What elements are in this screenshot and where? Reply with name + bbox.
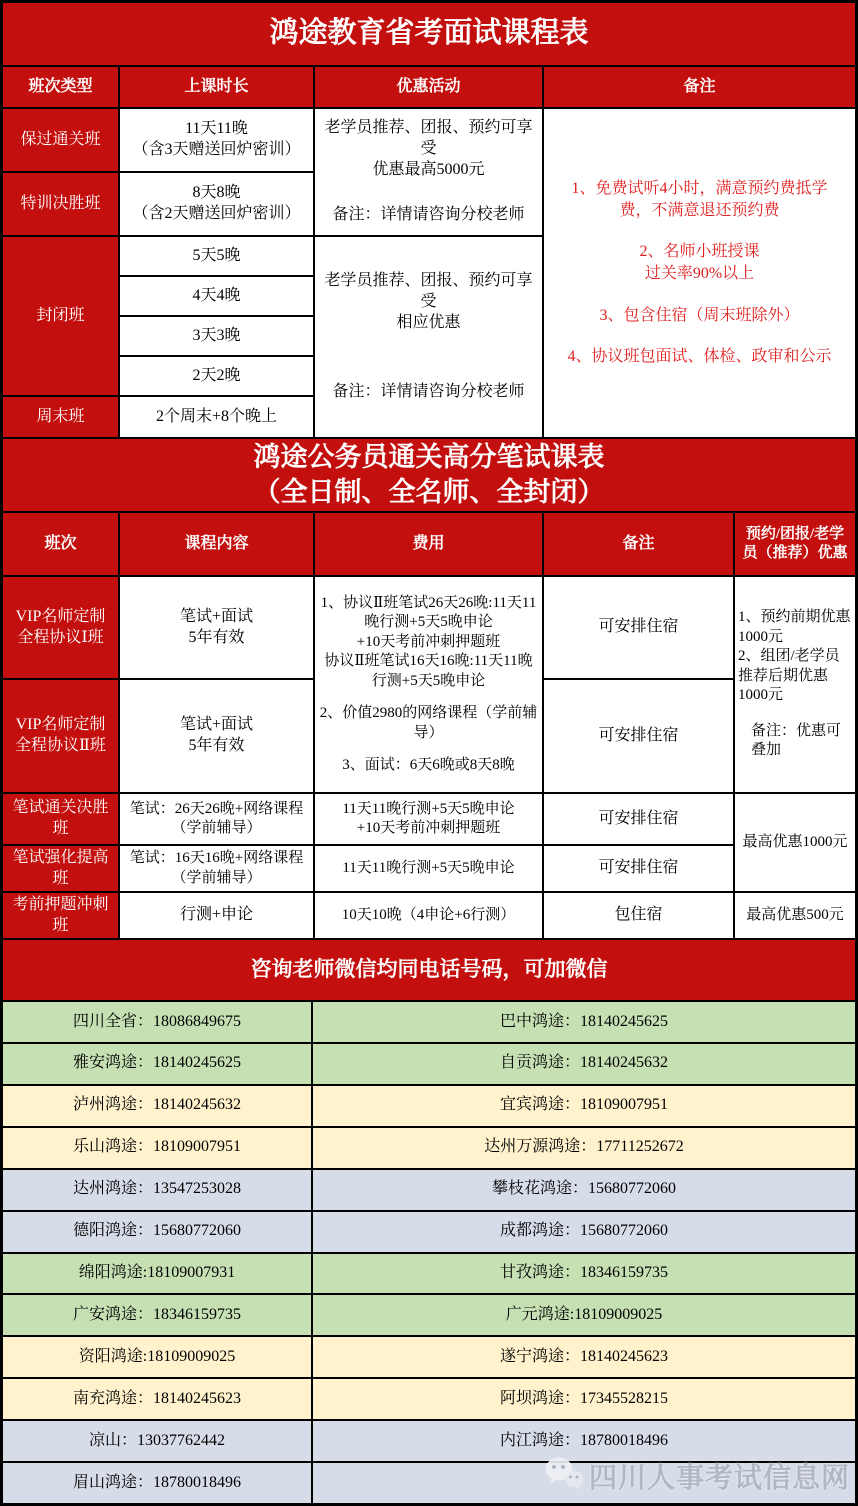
class-name-line: VIP名师定制 [15,716,106,734]
class-name-cell: 笔试通关决胜班 [3,794,118,844]
lodging-cell: 可安排住宿 [544,680,733,792]
fee-cell: 10天10晚（4申论+6行测） [315,893,542,938]
fee-line: 11天11晚行测+5天5晚申论 [342,800,515,817]
contact-cell: 绵阳鸿途:18109007931 [3,1254,311,1294]
contact-cell: 达州鸿途：13547253028 [3,1170,311,1210]
contact-cell: 内江鸿途：18780018496 [313,1421,855,1461]
promo-cell-bottom [315,237,542,437]
contact-cell: 广安鸿途：18346159735 [3,1295,311,1335]
written-header-content: 课程内容 [120,513,313,575]
contact-cell: 泸州鸿途：18140245632 [3,1086,311,1126]
content-line: 5年有效 [188,628,245,646]
content-cell: 笔试：16天16晚+网络课程（学前辅导） [120,846,313,891]
class-name-vip2 [3,680,118,792]
lodging-cell: 可安排住宿 [544,577,733,678]
contact-cell: 成都鸿途：15680772060 [313,1212,855,1252]
class-name-cell: 考前押题冲刺班 [3,893,118,938]
duration-cell [120,109,313,171]
content-line: 5年有效 [188,737,245,754]
written-title-line1: 鸿途公务员通关高分笔试课表 [253,441,605,472]
duration-cell: 2个周末+8个晚上 [120,397,313,437]
contact-cell: 宜宾鸿途：18109007951 [313,1086,855,1126]
remark-item: 3、包含住宿（周末班除外） [599,306,800,324]
promo-cell-top [315,109,542,235]
contact-title [3,940,855,1000]
duration-sub: （含3天赠送回炉密训） [132,141,301,158]
written-table [3,513,855,938]
fee-line: 协议Ⅱ班笔试16天16晚:11天11晚行测+5天5晚申论 [324,653,533,689]
content-line: 笔试+面试 [179,716,254,734]
contact-cell: 乐山鸿途：18109007951 [3,1128,311,1168]
written-title-line2: （全日制、全名师、全封闭） [253,477,605,507]
promo-line: 老学员推荐、团报、预约可享受 [324,119,533,158]
duration-cell: 5天5晚 [120,237,313,275]
class-name-line: VIP名师定制 [15,607,106,625]
contact-cell: 凉山：13037762442 [3,1421,311,1461]
duration-sub: （含2天赠送回炉密训） [132,205,301,222]
interview-header-duration: 上课时长 [120,67,313,107]
contact-title-text: 咨询老师微信均同电话号码，可加微信 [250,957,608,982]
fee-cell: 11天11晚行测+5天5晚申论 [315,846,542,891]
content-cell [120,577,313,678]
contact-cell: 资阳鸿途:18109009025 [3,1337,311,1377]
contact-cell: 遂宁鸿途：18140245623 [313,1337,855,1377]
promo-line: 相应优惠 [396,314,461,331]
remarks-cell [544,109,855,437]
duration-main: 11天11晚 [185,120,248,138]
contact-cell: 巴中鸿途：18140245625 [313,1002,855,1042]
class-type-texun: 特训决胜班 [3,173,118,235]
class-name-vip1 [3,577,118,678]
class-type-zhoumo: 周末班 [3,397,118,437]
lodging-cell: 可安排住宿 [544,794,733,844]
interview-header-promo: 优惠活动 [315,67,542,107]
discount-line: 2、组团/老学员推荐后期优惠1000元 [738,648,840,704]
promo-note: 备注：详情请咨询分校老师 [332,382,525,400]
class-name-cell: 笔试强化提高班 [3,846,118,891]
fee-line: 2、价值2980的网络课程（学前辅导） [319,705,538,741]
interview-table [3,67,855,437]
class-name-line: 全程协议Ⅰ班 [17,628,104,646]
lodging-cell: 可安排住宿 [544,846,733,891]
contact-cell: 阿坝鸿途：17345528215 [313,1379,855,1419]
fee-block [319,594,538,692]
contacts-table [3,1002,855,1503]
promo-lines [317,118,540,180]
fee-cell-vip [315,577,542,792]
duration-cell: 3天3晚 [120,317,313,355]
lodging-cell: 包住宿 [544,893,733,938]
content-cell [120,680,313,792]
written-header-class: 班次 [3,513,118,575]
promo-note: 备注：详情请咨询分校老师 [332,205,525,223]
contact-cell: 自贡鸿途：18140245632 [313,1044,855,1084]
duration-cell: 2天2晚 [120,357,313,395]
discount-cell: 最高优惠500元 [735,893,855,938]
written-header-remark: 备注 [544,513,733,575]
contact-cell: 广元鸿途:18109009025 [313,1295,855,1335]
content-cell: 行测+申论 [120,893,313,938]
fee-cell [315,794,542,844]
promo-lines [317,271,540,333]
discount-note: 备注：优惠可叠加 [751,722,842,759]
fee-line: +10天考前冲刺押题班 [356,820,501,836]
remark-item: 1、免费试听4小时，满意预约费抵学费，不满意退还预约费 [571,180,828,219]
written-title [3,439,855,511]
remark-line: 过关率90%以上 [644,265,755,282]
fee-line: +10天考前冲刺押题班 [356,633,501,650]
interview-title-text: 鸿途教育省考面试课程表 [269,17,589,50]
watermark-text: 四川人事考试信息网 [588,1462,850,1494]
duration-cell: 4天4晚 [120,277,313,315]
fee-line: 3、面试：6天6晚或8天8晚 [342,757,515,773]
class-name-line: 全程协议Ⅱ班 [15,737,106,754]
remark-line: 2、名师小班授课 [639,243,760,261]
duration-main: 8天8晚 [192,184,241,202]
contact-cell: 达州万源鸿途：17711252672 [313,1128,855,1168]
contact-cell-empty [313,1463,855,1503]
interview-header-remark: 备注 [544,67,855,107]
discount-cell: 最高优惠1000元 [735,794,855,891]
remark-item [639,241,759,284]
remark-item: 4、协议班包面试、体检、政审和公示 [567,348,832,366]
interview-header-class-type: 班次类型 [3,67,118,107]
contact-cell: 四川全省：18086849675 [3,1002,311,1042]
promo-line: 老学员推荐、团报、预约可享受 [324,272,533,311]
content-line: 笔试+面试 [179,607,254,625]
class-type-fengbi: 封闭班 [3,237,118,395]
written-header-discount: 预约/团报/老学员（推荐）优惠 [735,513,855,575]
contact-cell: 南充鸿途：18140245623 [3,1379,311,1419]
contact-cell: 甘孜鸿途：18346159735 [313,1254,855,1294]
class-type-baoguo: 保过通关班 [3,109,118,171]
written-header-fee: 费用 [315,513,542,575]
contact-cell: 眉山鸿途：18780018496 [3,1463,311,1503]
discount-cell-vip [735,577,855,792]
discount-line: 1、预约前期优惠1000元 [738,609,851,645]
promo-line: 优惠最高5000元 [372,161,485,178]
duration-cell [120,173,313,235]
contact-cell: 德阳鸿途：15680772060 [3,1212,311,1252]
content-cell: 笔试：26天26晚+网络课程（学前辅导） [120,794,313,844]
fee-line: 1、协议Ⅱ班笔试26天26晚:11天11晚行测+5天5晚申论 [320,594,537,630]
interview-title [3,3,855,65]
contact-cell: 攀枝花鸿途：15680772060 [313,1170,855,1210]
contact-cell: 雅安鸿途：18140245625 [3,1044,311,1084]
